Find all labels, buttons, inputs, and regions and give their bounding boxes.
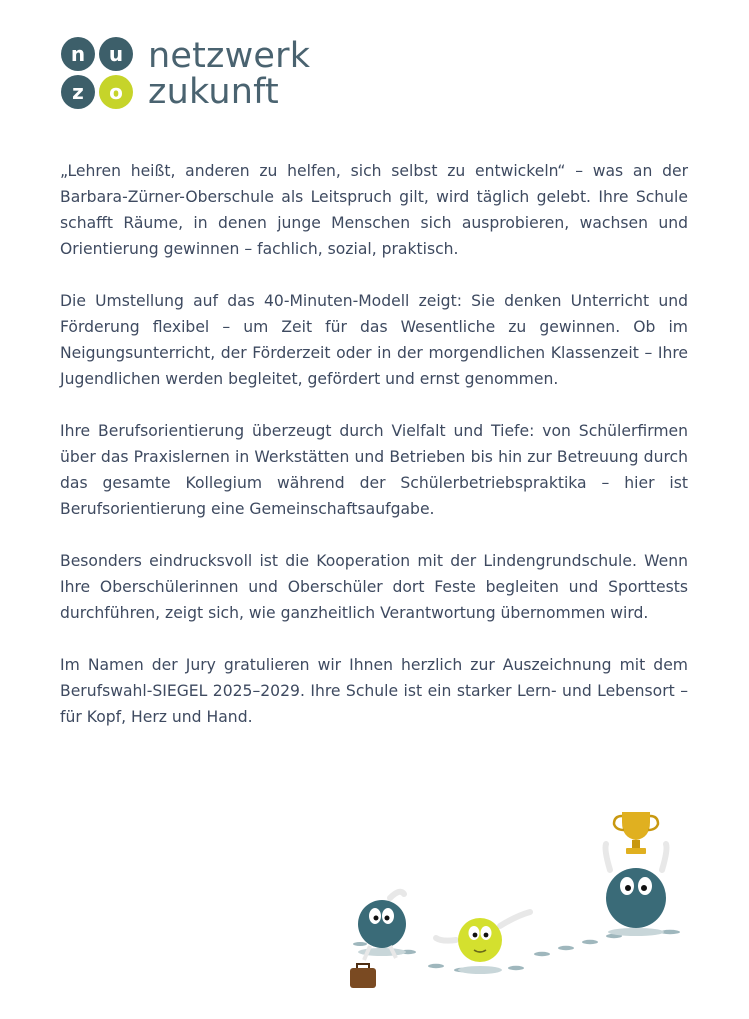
mascot-illustration <box>330 800 710 1010</box>
mark-letter-n: n <box>70 42 86 66</box>
mascot-lime-middle <box>436 912 530 974</box>
logo-wordmark <box>148 38 310 110</box>
mark-letter-o: o <box>109 80 123 104</box>
logo-mark-icon <box>60 36 136 112</box>
paragraph-leitspruch: „Lehren heißt, anderen zu helfen, sich selbst zu entwickeln“ – was an der Barbara-Zürner-Oberschule als Leitspruch gilt, wird täglich gelebt. Ihre Schule schafft Räume, in denen junge Menschen sich ausprobieren, wachsen und Orientierung gewinnen – fachlich, sozial, praktisch. <box>60 162 688 258</box>
mascot-blue-trophy <box>606 812 667 936</box>
trophy-icon <box>614 812 658 854</box>
paragraph-berufsorientierung: Ihre Berufsorientierung überzeugt durch Vielfalt und Tiefe: von Schülerfirmen über das Praxislernen in Werkstätten und Betrieben bis hin zur Betreuung durch das gesamte Kollegium während der Schülerbetriebspraktika – hier ist Berufsorientierung eine Gemeinschaftsaufgabe. <box>60 422 688 518</box>
letter-body <box>60 158 688 756</box>
mark-letter-u: u <box>108 42 124 66</box>
logo-line-netzwerk: netzwerk <box>148 36 311 76</box>
paragraph-40-minuten-modell: Die Umstellung auf das 40-Minuten-Modell zeigt: Sie denken Unterricht und Förderung flexibel – um Zeit für das Wesentliche zu gewinnen. Ob im Neigungsunterricht, der Förderzeit oder in der morgendlichen Klassenzeit – Ihre Jugendlichen werden begleitet, gefördert und ernst genommen. <box>60 292 688 388</box>
suitcase-icon <box>350 968 376 988</box>
mascot-blue-left <box>350 892 406 988</box>
logo-line-zukunft: zukunft <box>148 72 279 112</box>
paragraph-kooperation: Besonders eindrucksvoll ist die Kooperation mit der Lindengrundschule. Wenn Ihre Oberschülerinnen und Oberschüler dort Feste begleiten und Sporttests durchführen, zeigt sich, wie ganzheitlich Verantwortung übernommen wird. <box>60 552 688 622</box>
mark-letter-z: z <box>72 80 84 104</box>
paragraph-gratulation: Im Namen der Jury gratulieren wir Ihnen herzlich zur Auszeichnung mit dem Berufswahl-SIEGEL 2025–2029. Ihre Schule ist ein starker Lern- und Lebensort – für Kopf, Herz und Hand. <box>60 656 688 726</box>
netzwerk-zukunft-logo <box>60 36 330 116</box>
